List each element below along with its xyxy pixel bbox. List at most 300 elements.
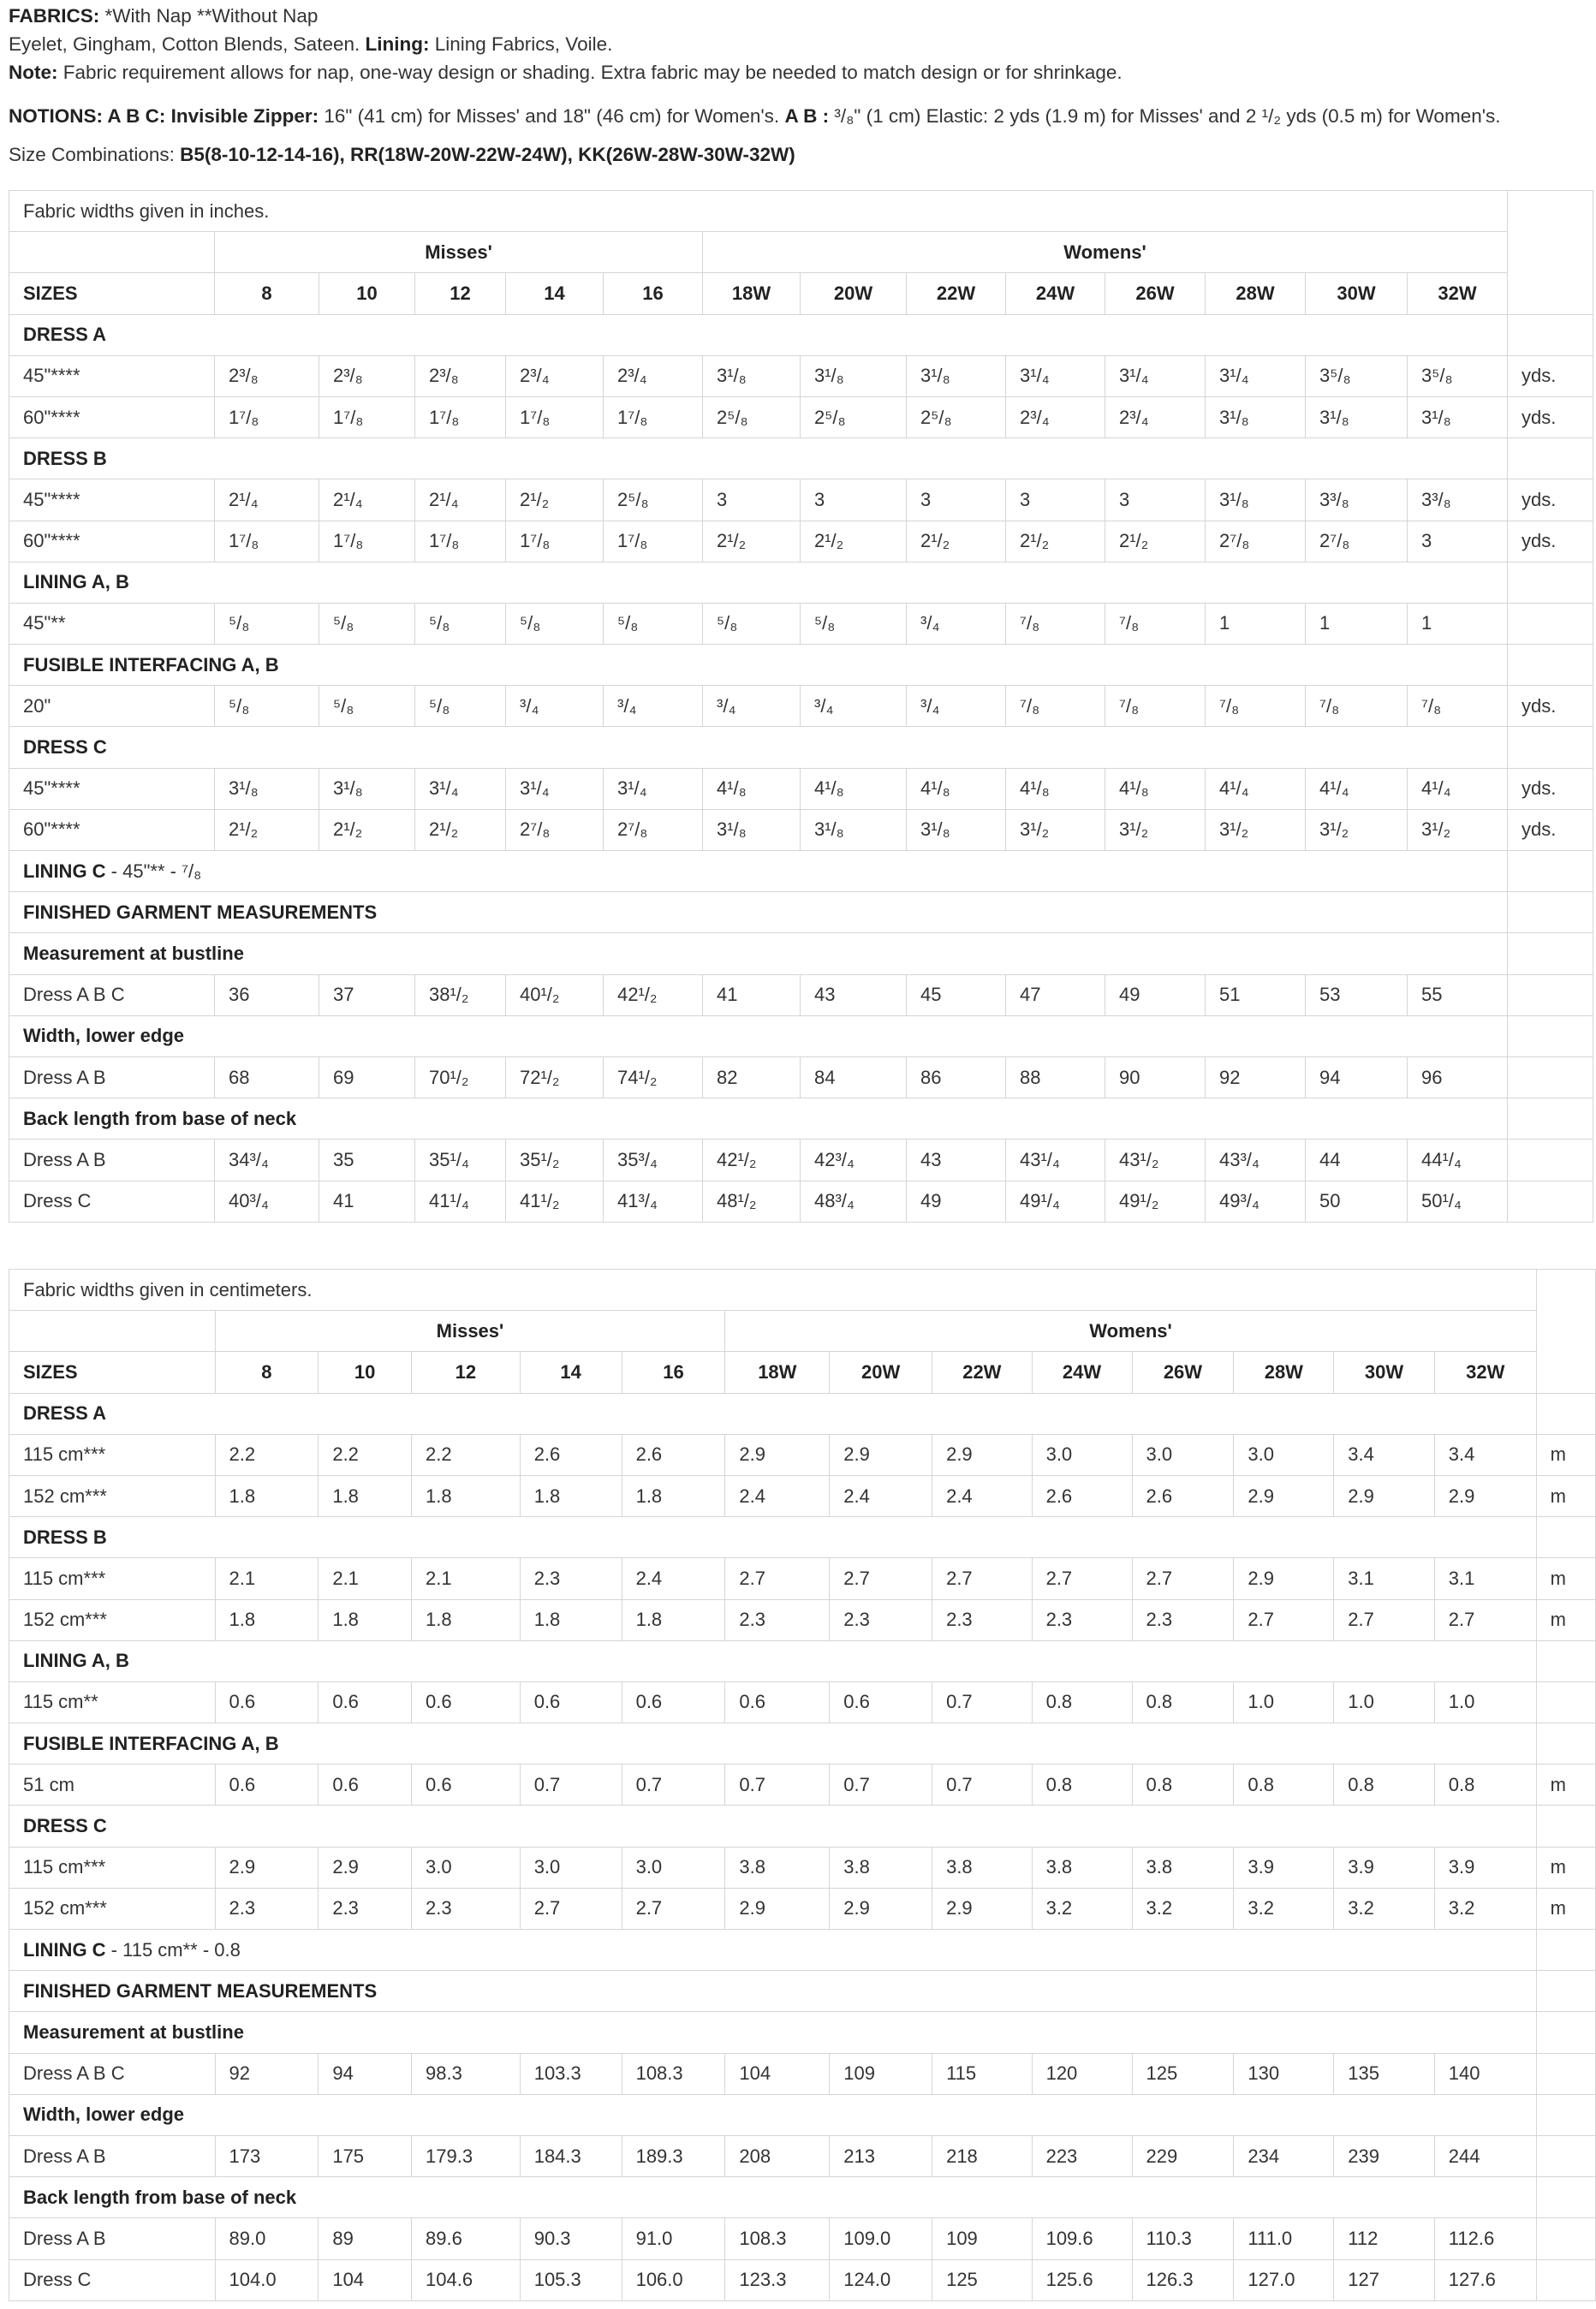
value-cell: 36 [215,974,319,1015]
value-cell: 3.8 [932,1847,1033,1888]
caption-row [9,191,1593,232]
value-cell: 140 [1434,2053,1536,2094]
value-cell: 109 [830,2053,932,2094]
value-cell: 125 [1132,2053,1234,2094]
unit-cell: yds. [1508,768,1593,809]
value-cell: 1.8 [520,1475,622,1516]
value-cell: 2¹/₄ [319,479,415,521]
value-cell: 43 [801,974,907,1015]
unit-cell [1536,2135,1595,2176]
value-cell: 1⁷/₈ [319,396,415,437]
value-cell: 1.8 [319,1475,412,1516]
value-cell: 34³/₄ [215,1140,319,1181]
unit-cell [1536,1723,1595,1764]
value-cell: 179.3 [412,2135,521,2176]
value-cell: 90 [1105,1056,1206,1098]
unit-column-spacer [1508,191,1593,315]
value-cell: 3¹/₈ [907,809,1006,850]
value-cell: 1⁷/₈ [215,396,319,437]
value-cell: 0.8 [1334,1764,1434,1806]
value-cell: 41 [703,974,801,1015]
value-cell: 55 [1408,974,1508,1015]
value-cell: 0.6 [412,1764,521,1806]
lining-label: Lining: [365,33,430,55]
value-cell: 43³/₄ [1206,1140,1306,1181]
value-cell: 3.0 [1032,1434,1132,1475]
value-cell: 2¹/₂ [703,521,801,562]
value-cell: 2.4 [725,1475,830,1516]
data-row [9,2135,1596,2176]
value-cell: ³/₄ [506,686,604,727]
value-cell: 96 [1408,1056,1508,1098]
value-cell: 3 [1006,479,1105,521]
value-cell: 2⁵/₈ [801,396,907,437]
value-cell: 40¹/₂ [506,974,604,1015]
value-cell: ⁷/₈ [1306,686,1408,727]
fabrics-label: FABRICS: [9,5,100,27]
value-cell: 1.8 [215,1475,319,1516]
value-cell: 3¹/₈ [907,355,1006,396]
value-cell: 1.0 [1234,1681,1334,1723]
value-cell: 3.0 [412,1847,521,1888]
value-cell: 90.3 [520,2218,622,2259]
unit-cell: m [1536,1847,1595,1888]
section-row [9,933,1593,974]
value-cell: 3.4 [1334,1434,1434,1475]
value-cell: 2³/₄ [1105,396,1206,437]
value-cell: 184.3 [520,2135,622,2176]
data-row [9,809,1593,850]
data-row [9,1056,1593,1098]
row-label: 45"**** [9,479,215,521]
value-cell: 103.3 [520,2053,622,2094]
section-label: DRESS C [9,1806,1537,1847]
value-cell: 2.7 [622,1888,725,1929]
value-cell: 1.8 [622,1599,725,1640]
value-cell: 3.2 [1334,1888,1434,1929]
lining-c-label: LINING C [23,860,106,882]
value-cell: 3 [703,479,801,521]
value-cell: 127.6 [1434,2259,1536,2300]
value-cell: 239 [1334,2135,1434,2176]
value-cell: 135 [1334,2053,1434,2094]
value-cell: 0.6 [412,1681,521,1723]
value-cell: 3¹/₈ [319,768,415,809]
section-row [9,2012,1596,2053]
value-cell: 2¹/₂ [215,809,319,850]
value-cell: 2.9 [830,1434,932,1475]
value-cell: 49³/₄ [1206,1181,1306,1222]
value-cell: 2.9 [1234,1558,1334,1599]
value-cell: 92 [1206,1056,1306,1098]
section-label: FUSIBLE INTERFACING A, B [9,1723,1537,1764]
value-cell: 2.7 [1032,1558,1132,1599]
value-cell: 3¹/₈ [1306,396,1408,437]
value-cell: 0.7 [520,1764,622,1806]
value-cell: 3.8 [1032,1847,1132,1888]
value-cell: 84 [801,1056,907,1098]
value-cell: 130 [1234,2053,1334,2094]
value-cell: 2³/₈ [215,355,319,396]
value-cell: 35¹/₄ [415,1140,506,1181]
unit-cell [1508,603,1593,644]
lining-c-cell [9,851,1508,892]
data-row [9,1764,1596,1806]
value-cell: 2³/₈ [415,355,506,396]
value-cell: 127 [1334,2259,1434,2300]
unit-cell: yds. [1508,355,1593,396]
value-cell: 3 [1408,521,1508,562]
value-cell: 51 [1206,974,1306,1015]
value-cell: 3¹/₈ [1206,396,1306,437]
value-cell: 41¹/₂ [506,1181,604,1222]
row-label: 152 cm*** [9,1888,216,1929]
section-row [9,1098,1593,1140]
value-cell: 35¹/₂ [506,1140,604,1181]
value-cell: 3 [801,479,907,521]
unit-cell [1536,2053,1595,2094]
value-cell: 2.1 [412,1558,521,1599]
value-cell: 1.8 [412,1599,521,1640]
value-cell: 92 [215,2053,319,2094]
unit-cell [1536,1806,1595,1847]
value-cell: 2.4 [622,1558,725,1599]
value-cell: ⁷/₈ [1105,603,1206,644]
section-row [9,1015,1593,1056]
value-cell: ⁷/₈ [1408,686,1508,727]
value-cell: 49 [1105,974,1206,1015]
inches-chart [9,190,1593,1223]
value-cell: 229 [1132,2135,1234,2176]
value-cell: 72¹/₂ [506,1056,604,1098]
value-cell: 70¹/₂ [415,1056,506,1098]
section-row [9,1723,1596,1764]
lining-c-cell [9,1930,1537,1971]
section-row [9,1393,1596,1434]
value-cell: 2.9 [1334,1475,1434,1516]
row-label: Dress C [9,1181,215,1222]
row-label: 152 cm*** [9,1475,216,1516]
value-cell: 1.0 [1334,1681,1434,1723]
value-cell: 2⁵/₈ [604,479,703,521]
value-cell: 0.6 [319,1764,412,1806]
unit-cell [1536,2012,1595,2053]
value-cell: 106.0 [622,2259,725,2300]
value-cell: 2.3 [520,1558,622,1599]
value-cell: 3.0 [1234,1434,1334,1475]
value-cell: 3.2 [1434,1888,1536,1929]
value-cell: 41¹/₄ [415,1181,506,1222]
data-row [9,1681,1596,1723]
unit-cell [1536,2218,1595,2259]
value-cell: 112 [1334,2218,1434,2259]
value-cell: 3¹/₄ [1006,355,1105,396]
size-combos: B5(8-10-12-14-16), RR(18W-20W-22W-24W), KK(26W-28W-30W-32W) [180,144,795,165]
value-cell: 104 [725,2053,830,2094]
value-cell: ³/₄ [604,686,703,727]
row-label: Dress A B [9,1056,215,1098]
row-label: Dress C [9,2259,216,2300]
value-cell: 0.6 [319,1681,412,1723]
row-label: 60"**** [9,809,215,850]
row-label: 45"**** [9,355,215,396]
value-cell: 43¹/₂ [1105,1140,1206,1181]
value-cell: 4¹/₈ [907,768,1006,809]
section-label: Measurement at bustline [9,2012,1537,2053]
value-cell: 3³/₈ [1306,479,1408,521]
value-cell: 104.6 [412,2259,521,2300]
value-cell: 45 [907,974,1006,1015]
value-cell: 0.6 [215,1764,319,1806]
value-cell: ³/₄ [801,686,907,727]
value-cell: 94 [319,2053,412,2094]
value-cell: 2.4 [932,1475,1033,1516]
section-row [9,892,1593,933]
size-header: 26W [1132,1352,1234,1393]
lining-c-amount: - 45"** - ⁷/₈ [105,860,202,882]
sizes-label: SIZES [9,273,215,314]
section-row [9,314,1593,355]
fabrics-list-line [9,30,1593,58]
row-label: Dress A B [9,1140,215,1181]
value-cell: 223 [1032,2135,1132,2176]
row-label: 51 cm [9,1764,216,1806]
value-cell: 3.0 [520,1847,622,1888]
value-cell: 126.3 [1132,2259,1234,2300]
data-row [9,1847,1596,1888]
data-row [9,1599,1596,1640]
unit-cell: yds. [1508,686,1593,727]
value-cell: 2.3 [215,1888,319,1929]
value-cell: 2.1 [319,1558,412,1599]
unit-cell [1508,1056,1593,1098]
value-cell: ⁵/₈ [415,686,506,727]
value-cell: 3¹/₈ [1408,396,1508,437]
value-cell: ⁵/₈ [415,603,506,644]
value-cell: 1.8 [319,1599,412,1640]
section-row [9,1517,1596,1558]
size-header: 8 [215,273,319,314]
size-header: 22W [907,273,1006,314]
table-caption: Fabric widths given in inches. [9,191,1508,232]
group-womens: Womens' [703,232,1508,273]
value-cell: ⁵/₈ [801,603,907,644]
value-cell: 0.6 [520,1681,622,1723]
value-cell: 3¹/₈ [801,355,907,396]
unit-cell [1508,314,1593,355]
value-cell: 3¹/₄ [506,768,604,809]
value-cell: 218 [932,2135,1033,2176]
value-cell: 110.3 [1132,2218,1234,2259]
data-row [9,2259,1596,2300]
value-cell: 2.7 [725,1558,830,1599]
value-cell: 68 [215,1056,319,1098]
size-header: 24W [1006,273,1105,314]
value-cell: ⁵/₈ [506,603,604,644]
value-cell: ⁵/₈ [215,686,319,727]
value-cell: 2¹/₂ [1006,521,1105,562]
size-header: 26W [1105,273,1206,314]
value-cell: 2.7 [1234,1599,1334,1640]
size-header: 10 [319,1352,412,1393]
value-cell: 49¹/₂ [1105,1181,1206,1222]
unit-cell [1508,645,1593,686]
value-cell: 0.7 [725,1764,830,1806]
section-label: DRESS A [9,1393,1537,1434]
data-row [9,1181,1593,1222]
value-cell: 3¹/₂ [1408,809,1508,850]
value-cell: 37 [319,974,415,1015]
value-cell: 53 [1306,974,1408,1015]
value-cell: ⁷/₈ [1105,686,1206,727]
size-header: 28W [1234,1352,1334,1393]
value-cell: 127.0 [1234,2259,1334,2300]
data-row [9,2218,1596,2259]
value-cell: 125 [932,2259,1033,2300]
value-cell: 2.7 [1334,1599,1434,1640]
unit-cell [1536,1640,1595,1681]
size-header: 20W [830,1352,932,1393]
value-cell: 2.3 [412,1888,521,1929]
value-cell: 3¹/₈ [703,809,801,850]
section-label: Width, lower edge [9,1015,1508,1056]
data-row [9,768,1593,809]
value-cell: 2.3 [1132,1599,1234,1640]
value-cell: 1.8 [622,1475,725,1516]
value-cell: 88 [1006,1056,1105,1098]
value-cell: 2.1 [215,1558,319,1599]
size-header: 30W [1306,273,1408,314]
unit-cell: m [1536,1599,1595,1640]
unit-cell [1536,2177,1595,2218]
value-cell: 0.6 [830,1681,932,1723]
value-cell: 3.8 [725,1847,830,1888]
value-cell: 2.3 [830,1599,932,1640]
value-cell: 42³/₄ [801,1140,907,1181]
value-cell: 1.8 [520,1599,622,1640]
size-header: 32W [1434,1352,1536,1393]
value-cell: 1 [1408,603,1508,644]
section-label: Back length from base of neck [9,1098,1508,1140]
size-header: 28W [1206,273,1306,314]
sizes-row [9,273,1593,314]
section-row [9,1640,1596,1681]
fabrics-list: Eyelet, Gingham, Cotton Blends, Sateen. [9,33,366,55]
value-cell: 1⁷/₈ [506,521,604,562]
data-row [9,2053,1596,2094]
unit-cell: m [1536,1558,1595,1599]
value-cell: ⁷/₈ [1006,603,1105,644]
value-cell: 3 [1105,479,1206,521]
section-label: Measurement at bustline [9,933,1508,974]
value-cell: 1⁷/₈ [319,521,415,562]
unit-cell: m [1536,1764,1595,1806]
value-cell: 3.0 [622,1847,725,1888]
value-cell: 49 [907,1181,1006,1222]
group-misses: Misses' [215,232,703,273]
pattern-intro [9,2,1593,169]
row-label: 115 cm*** [9,1434,216,1475]
data-row [9,396,1593,437]
unit-column-spacer [1536,1270,1595,1394]
value-cell: 2.6 [1132,1475,1234,1516]
value-cell: 41 [319,1181,415,1222]
value-cell: 3⁵/₈ [1408,355,1508,396]
value-cell: 3¹/₄ [604,768,703,809]
value-cell: 50¹/₄ [1408,1181,1508,1222]
notions-line [9,102,1593,130]
value-cell: 3.9 [1334,1847,1434,1888]
unit-cell: m [1536,1475,1595,1516]
value-cell: 1⁷/₈ [604,521,703,562]
value-cell: 1 [1306,603,1408,644]
value-cell: 3¹/₄ [415,768,506,809]
value-cell: 2⁷/₈ [1306,521,1408,562]
size-header: 12 [412,1352,521,1393]
unit-cell [1536,1393,1595,1434]
value-cell: 3 [907,479,1006,521]
value-cell: 2³/₄ [1006,396,1105,437]
row-label: 45"**** [9,768,215,809]
row-label: 152 cm*** [9,1599,216,1640]
section-row [9,645,1593,686]
value-cell: 2³/₈ [319,355,415,396]
value-cell: 0.8 [1234,1764,1334,1806]
section-row [9,2177,1596,2218]
value-cell: 69 [319,1056,415,1098]
value-cell: 86 [907,1056,1006,1098]
unit-cell [1508,1098,1593,1140]
lining-c-row [9,1930,1596,1971]
value-cell: 125.6 [1032,2259,1132,2300]
caption-row [9,1270,1596,1311]
lining-text: Lining Fabrics, Voile. [429,33,613,55]
value-cell: 2.7 [1434,1599,1536,1640]
value-cell: 2¹/₂ [319,809,415,850]
size-header: 10 [319,273,415,314]
value-cell: 3¹/₄ [1206,355,1306,396]
unit-cell: yds. [1508,479,1593,521]
value-cell: 1 [1206,603,1306,644]
group-misses: Misses' [215,1311,725,1352]
value-cell: 4¹/₄ [1206,768,1306,809]
value-cell: 124.0 [830,2259,932,2300]
size-header: 8 [215,1352,319,1393]
notions-elastic: ³/₈" (1 cm) Elastic: 2 yds (1.9 m) for Misses' and 2 ¹/₂ yds (0.5 m) for Women's. [829,105,1501,127]
value-cell: 2.2 [412,1434,521,1475]
section-label: DRESS B [9,1517,1537,1558]
data-row [9,1558,1596,1599]
value-cell: 2.3 [725,1599,830,1640]
unit-cell: m [1536,1888,1595,1929]
unit-cell [1508,1181,1593,1222]
unit-cell [1508,438,1593,479]
unit-cell [1536,1517,1595,1558]
value-cell: 2¹/₄ [215,479,319,521]
section-row [9,562,1593,603]
value-cell: 2⁷/₈ [604,809,703,850]
value-cell: 89.0 [215,2218,319,2259]
value-cell: 3.0 [1132,1434,1234,1475]
value-cell: 2⁷/₈ [1206,521,1306,562]
value-cell: 2³/₄ [506,355,604,396]
value-cell: 3¹/₂ [1306,809,1408,850]
value-cell: 0.6 [622,1681,725,1723]
value-cell: 3.4 [1434,1434,1536,1475]
section-label: Back length from base of neck [9,2177,1537,2218]
notions-zipper: 16" (41 cm) for Misses' and 18" (46 cm) for Women's. [319,105,785,127]
value-cell: 189.3 [622,2135,725,2176]
